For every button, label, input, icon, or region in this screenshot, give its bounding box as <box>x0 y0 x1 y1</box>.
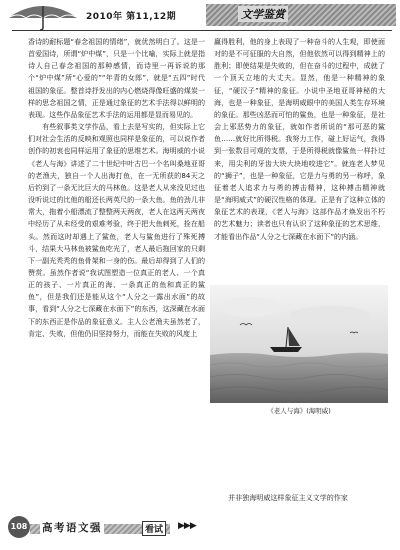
arrow-icon: ▶▶▶ <box>178 521 196 531</box>
article-left-column <box>28 36 205 502</box>
page-number: 108 <box>8 516 30 538</box>
paragraph-continuation: 并非独海明威这样象征主义文学的作家 <box>228 493 348 502</box>
figure-caption: 《老人与海》(海明威) <box>267 407 331 415</box>
old-man-and-sea-illustration <box>210 285 388 403</box>
header-rule <box>12 30 392 31</box>
article-right-column <box>214 36 385 276</box>
magazine-name: 高考语文强 <box>42 522 102 534</box>
umbrella-logo-icon <box>4 0 82 30</box>
paragraph: 有些叙事类文学作品，看上去是写实的，但实际上它们对社会生活的反映和观照也同样是象征的，可以说作者创作的初衷也同样运用了象征的思维艺术。海明威的小说《老人与海》讲述了二十世纪中叶古巴一个名叫桑地亚哥的老渔夫，独自一个人出海打鱼，在一无所获的84天之后钓到了一条无比巨大的马林鱼。这是老人从来没见过也没听说过的比他的船还长两英尺的一条大鱼。鱼的劲儿非常大，拖着小船漂流了整整两天两夜，老人在这两天两夜中经历了从未经受的艰难考验，终于把大鱼刺死，拴在船头。然而这时却遇上了鲨鱼，老人与鲨鱼进行了殊死搏斗，结果大马林鱼被鲨鱼吃光了，老人最后拖回家的只剩下一副光秃秃的鱼骨架和一身的伤。最后却得到了人们的赞赏。虽然作者说“我试图塑造一位真正的老人、一个真正的孩子、一片真正的海、一条真正的鱼和真正的鲨鱼”，但是我们还是能从这个“人分之一露出水面”的故事，看到“人分之七深藏在水面下”的东西，这深藏在水面下的东西正是作品的象征意义。主人公老渔夫虽然老了，肯定、失败，但他仍旧坚持努力，而能在失败的风度上 <box>28 122 205 338</box>
paragraph: 香诗的耐标题“春念祖国的情绪”，就优然明白了。这是一首爱国诗，所谓“炉中煤”，只是一个比喻，实际上就是指诗人自己春念祖国的那种感情，而诗里一再诉说的那个“炉中煤”所“心爱的”“年青的女郎”，就是“五四”时代祖国的象征。整首诗抒发出的内心燃烧得像旺盛的煤炭一样的思念祖国之情，正是通过象征的艺术手法得以鲜明的表现。这些作品象征艺术手法的运用都是显而易见的。 <box>28 37 205 119</box>
magazine-sub-label: 看试 <box>142 521 166 536</box>
issue-label: 2010年 第11,12期 <box>86 12 177 22</box>
page-footer <box>0 510 400 550</box>
header-banner <box>206 4 396 26</box>
section-title: 文学鉴赏 <box>238 6 288 22</box>
page-header <box>0 0 400 30</box>
sea-scene-image <box>210 285 388 403</box>
paragraph: 赢得胜利，他的身上表现了一种奋斗的人生观，即使面对的是不可征服的大自然，但他依然可以得到精神上的胜利；即使结果是失败的，但在奋斗的过程中，成就了一个顶天立地的大丈夫。显然，他是一种精神的象征，“硬汉子”精神的象征。小说中圣地亚哥神秘的大海，也是一种象征，是海明威眼中的美国人类生存环境的象征。那些凶恶而可怕的鲨鱼，也是一种象征，是社会上邪恶势力的象征，就如作者所说的“那可恶的鲨鱼……就好比所得税。我努力工作，碰上好运气，我得到一张数目可观的支票，于是所得税就像鲨鱼一样扑过来，用尖利的牙齿大块大块地咬进它”。就连老人梦见的“狮子”，也是一种象征，它是力与勇的另一称呼，象征着老人追求力与勇的搏击精神，这种搏击精神就是“海明威式”的硬汉性格的体现。正是有了这种立体的象征艺术的表现，《老人与海》这部作品才焕发出不朽的艺术魅力；读者也只有认识了这种象征的艺术思维，才能看出作品“人分之七深藏在水面下”的内涵。 <box>214 37 385 241</box>
